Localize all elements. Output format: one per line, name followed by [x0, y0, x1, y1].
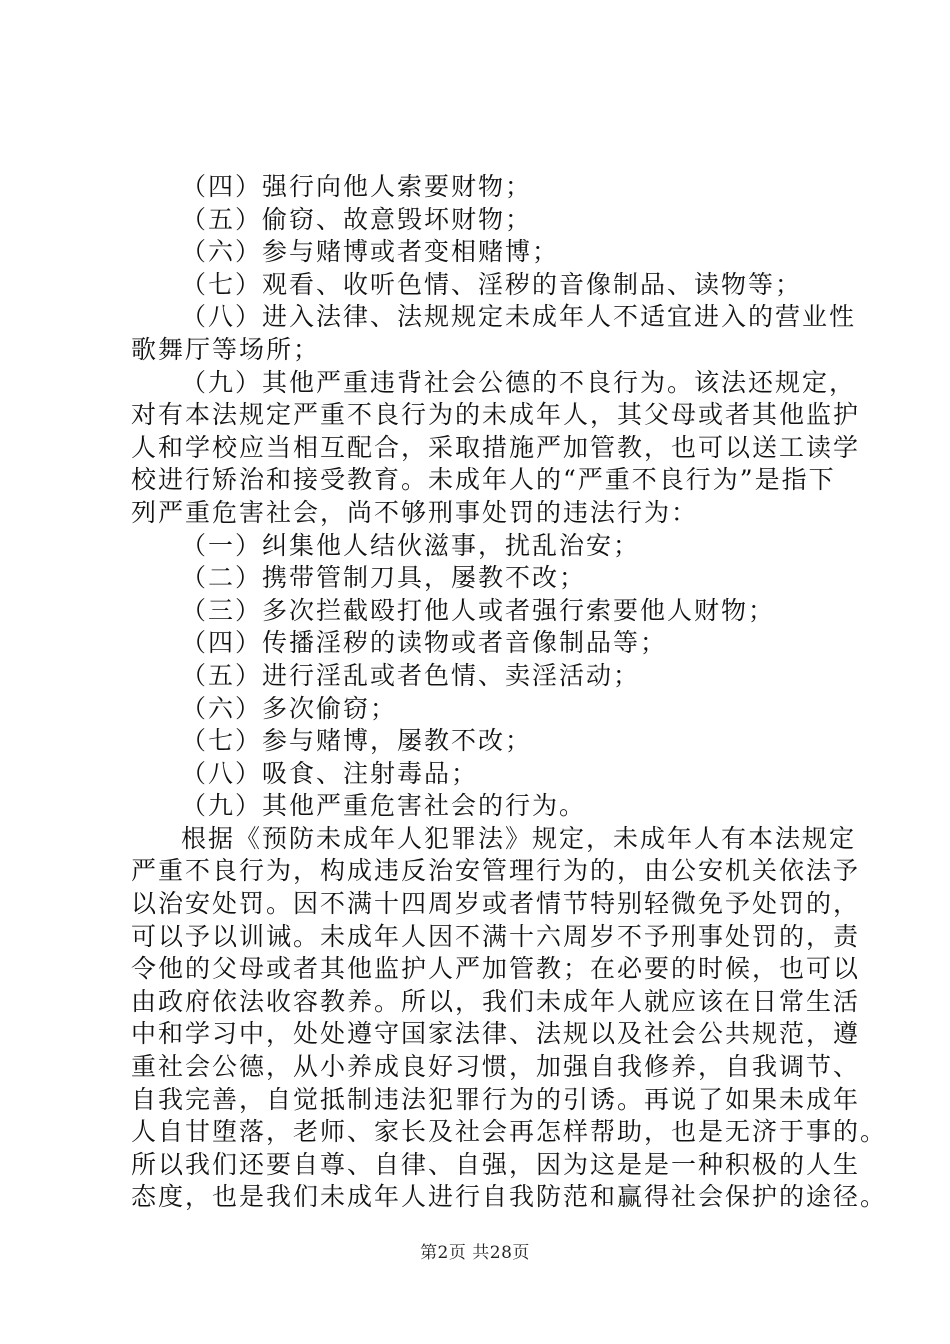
text-line: 自我完善，自觉抵制违法犯罪行为的引诱。再说了如果未成年	[131, 1084, 861, 1114]
page-number-label: 第2页 共28页	[420, 1243, 530, 1263]
text-line: （六）多次偷窃；	[181, 693, 398, 723]
text-line: （三）多次拦截殴打他人或者强行索要他人财物；	[181, 595, 776, 625]
page-footer	[0, 1241, 950, 1265]
text-line: （六）参与赌博或者变相赌博；	[181, 237, 560, 267]
text-line: （七）参与赌博，屡教不改；	[181, 726, 533, 756]
text-line: （四）传播淫秽的读物或者音像制品等；	[181, 628, 668, 658]
text-line: （五）进行淫乱或者色情、卖淫活动；	[181, 660, 641, 690]
text-line: 可以予以训诫。未成年人因不满十六周岁不予刑事处罚的，责	[131, 921, 861, 951]
text-line: 列严重危害社会，尚不够刑事处罚的违法行为：	[131, 497, 699, 527]
text-line: （四）强行向他人索要财物；	[181, 172, 533, 201]
text-line: （八）吸食、注射毒品；	[181, 758, 479, 788]
text-line: 歌舞厅等场所；	[131, 334, 321, 364]
text-line: 严重不良行为，构成违反治安管理行为的，由公安机关依法予	[131, 856, 861, 886]
text-line: （二）携带管制刀具，屡教不改；	[181, 563, 587, 593]
text-line: 人和学校应当相互配合，采取措施严加管教，也可以送工读学	[131, 432, 861, 462]
text-line: 校进行矫治和接受教育。未成年人的“严重不良行为”是指下	[131, 465, 836, 495]
text-line: （七）观看、收听色情、淫秽的音像制品、读物等；	[181, 269, 803, 299]
text-line: 人自甘堕落，老师、家长及社会再怎样帮助，也是无济于事的。	[131, 1117, 888, 1147]
text-line: 根据《预防未成年人犯罪法》规定，未成年人有本法规定	[181, 823, 857, 853]
text-line: 令他的父母或者其他监护人严加管教；在必要的时候，也可以	[131, 954, 861, 984]
text-line: 所以我们还要自尊、自律、自强，因为这是是一种积极的人生	[131, 1149, 861, 1179]
text-line: 以治安处罚。因不满十四周岁或者情节特别轻微免予处罚的，	[131, 889, 861, 919]
text-line: （九）其他严重违背社会公德的不良行为。该法还规定，	[181, 367, 857, 397]
text-line: （一）纠集他人结伙滋事，扰乱治安；	[181, 530, 641, 560]
text-line: （五）偷窃、故意毁坏财物；	[181, 204, 533, 234]
text-line: 重社会公德，从小养成良好习惯，加强自我修养，自我调节、	[131, 1052, 861, 1082]
document-body	[131, 171, 888, 1214]
text-line: 中和学习中，处处遵守国家法律、法规以及社会公共规范，遵	[131, 1019, 861, 1049]
text-line: 由政府依法收容教养。所以，我们未成年人就应该在日常生活	[131, 986, 861, 1016]
text-line: （九）其他严重危害社会的行为。	[181, 791, 587, 821]
text-line: 对有本法规定严重不良行为的未成年人，其父母或者其他监护	[131, 400, 861, 430]
text-line: （八）进入法律、法规规定未成年人不适宜进入的营业性	[181, 302, 857, 332]
text-line: 态度，也是我们未成年人进行自我防范和赢得社会保护的途径。	[131, 1182, 888, 1212]
